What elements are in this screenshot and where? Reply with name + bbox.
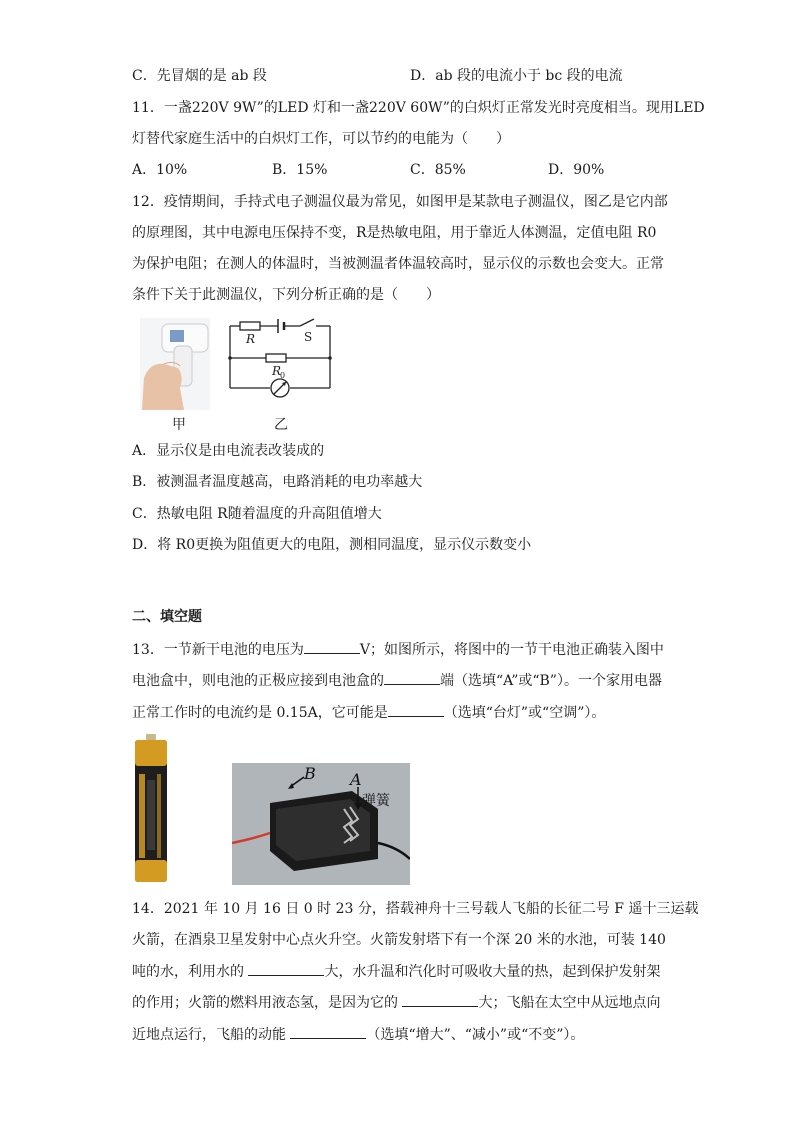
q10-option-d: D．ab 段的电流小于 bc 段的电流 <box>410 68 623 84</box>
q13-text-2b: 端（选填“A”或“B”）。一个家用电器 <box>440 673 662 689</box>
circuit-diagram <box>224 316 336 400</box>
q11-option-c: C．85% <box>410 162 466 178</box>
q12-option-b: B．被测温者温度越高，电路消耗的电功率越大 <box>132 474 423 490</box>
q14-blank-1[interactable] <box>248 961 324 976</box>
q14-text-3a: 吨的水，利用水的 <box>132 964 249 980</box>
q12-option-d: D．将 R0更换为阻值更大的电阻，测相同温度，显示仪示数变小 <box>132 537 532 553</box>
circuit-label-r: R <box>246 332 256 346</box>
circuit-label-r0: R <box>272 364 282 378</box>
q10-option-c: C．先冒烟的是 ab 段 <box>132 68 267 84</box>
q14-line-3 <box>132 961 660 982</box>
q12-line-2: 的原理图，其中电源电压保持不变，R是热敏电阻，用于靠近人体测温，定值电阻 R0 <box>132 225 657 241</box>
q12-option-a: A．显示仪是由电流表改装成的 <box>132 443 325 459</box>
q13-text-1b: V；如图所示，将图中的一节干电池正确装入图中 <box>359 642 664 658</box>
q11-line-2: 灯替代家庭生活中的白炽灯工作，可以节约的电能为（ ） <box>132 131 510 147</box>
box-label-spring: 弹簧 <box>362 793 390 809</box>
q13-line-1 <box>132 639 664 660</box>
q14-text-3b: 大，水升温和汽化时可吸收大量的热，起到保护发射架 <box>324 964 661 980</box>
q11-option-d: D．90% <box>548 162 605 178</box>
q14-blank-2[interactable] <box>402 992 478 1007</box>
q12-line-4: 条件下关于此测温仪，下列分析正确的是（ ） <box>132 287 440 303</box>
q13-text-1a: 13．一节新干电池的电压为 <box>132 642 304 658</box>
battery-photo <box>133 734 169 886</box>
q14-text-5a: 近地点运行，飞船的动能 <box>132 1027 291 1043</box>
q14-text-4a: 的作用；火箭的燃料用液态氢，是因为它的 <box>132 995 403 1011</box>
circuit-label-r0-sub: 0 <box>280 371 286 380</box>
q13-blank-2[interactable] <box>384 670 440 685</box>
q14-text-4b: 大；飞船在太空中从远地点向 <box>478 995 661 1011</box>
q13-text-3b: （选填“台灯”或“空调”）。 <box>443 705 606 721</box>
circuit-label-s: S <box>304 330 313 344</box>
box-label-a: A <box>350 770 362 789</box>
q14-line-4 <box>132 992 660 1013</box>
figure-caption-yi: 乙 <box>274 417 288 433</box>
box-label-b: B <box>304 764 316 783</box>
q13-line-3 <box>132 702 605 723</box>
q12-option-c: C．热敏电阻 R随着温度的升高阻值增大 <box>132 506 382 522</box>
q11-option-b: B．15% <box>272 162 328 178</box>
section-title: 二、填空题 <box>132 609 202 625</box>
q11-option-a: A．10% <box>132 162 188 178</box>
q14-line-5 <box>132 1024 584 1045</box>
thermometer-photo <box>140 318 210 410</box>
q13-line-2 <box>132 670 662 691</box>
q14-blank-3[interactable] <box>290 1024 366 1039</box>
q13-blank-1[interactable] <box>304 639 360 654</box>
figure-caption-jia: 甲 <box>172 417 186 433</box>
q11-line-1: 11．一盏220V 9W”的LED 灯和一盏220V 60W”的白炽灯正常发光时亮度相当。现用LED <box>132 100 705 116</box>
q13-text-3a: 正常工作时的电流约是 0.15A，它可能是 <box>132 705 388 721</box>
q12-line-3: 为保护电阻；在测人的体温时，当被测温者体温较高时，显示仪的示数也会变大。正常 <box>132 256 664 272</box>
q13-blank-3[interactable] <box>388 702 444 717</box>
q14-line-1: 14．2021 年 10 月 16 日 0 时 23 分，搭载神舟十三号载人飞船的长征二号 F 遥十三运载 <box>132 901 699 917</box>
q12-line-1: 12．疫情期间，手持式电子测温仪最为常见，如图甲是某款电子测温仪，图乙是它内部 <box>132 194 668 210</box>
q14-line-2: 火箭，在酒泉卫星发射中心点火升空。火箭发射塔下有一个深 20 米的水池，可装 140 <box>132 932 666 948</box>
battery-box-photo <box>232 763 410 885</box>
q13-text-2a: 电池盒中，则电池的正极应接到电池盒的 <box>132 673 384 689</box>
q14-text-5b: （选填“增大”、“减小”或“不变”）。 <box>366 1027 585 1043</box>
